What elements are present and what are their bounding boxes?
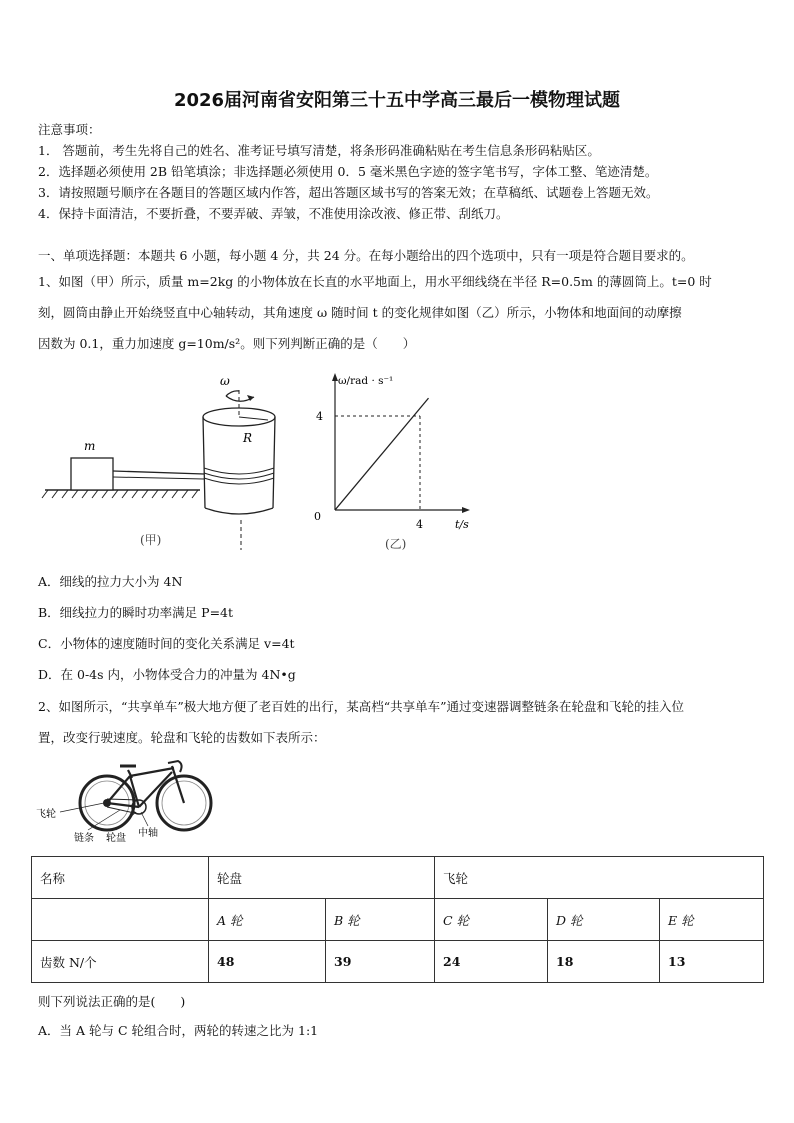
q1-option-c: C．小物体的速度随时间的变化关系满足 v=4t [38, 636, 295, 651]
q1-option-b: B．细线拉力的瞬时功率满足 P=4t [38, 605, 234, 620]
leader-axle [141, 812, 148, 826]
wheel-b: B 轮 [326, 899, 435, 941]
x-axis-label: t/s [455, 518, 469, 531]
teeth-e: 13 [660, 941, 764, 983]
q1-option-a: A．细线的拉力大小为 4N [38, 574, 183, 589]
y-tick-label: 4 [316, 410, 323, 423]
series-line [335, 398, 429, 510]
caption-jia: (甲) [140, 533, 162, 547]
header-flywheel: 飞轮 [435, 857, 764, 899]
flywheel-gear [103, 799, 111, 807]
table-row [32, 941, 764, 983]
y-axis-label: ω/rad · s⁻¹ [338, 375, 394, 387]
q1-line-1: 1、如图（甲）所示，质量 m=2kg 的小物体放在长直的水平地面上，用水平细线绕在半径 R=0.5m 的薄圆筒上。t=0 时 [38, 274, 712, 289]
wheel-e: E 轮 [660, 899, 764, 941]
q1-option-d: D．在 0-4s 内，小物体受合力的冲量为 4N•g [38, 667, 296, 682]
winding-1 [204, 468, 274, 474]
label-axle: 中轴 [138, 828, 158, 839]
cylinder-right-edge [273, 417, 275, 508]
caption-yi: (乙) [385, 537, 407, 551]
notice-heading: 注意事项： [38, 122, 101, 137]
notice-item-4: 4．保持卡面清洁，不要折叠，不要弄破、弄皱，不准使用涂改液、修正带、刮纸刀。 [38, 206, 509, 221]
table-row [32, 857, 764, 899]
label-flywheel: 飞轮 [36, 809, 56, 820]
label-chain: 链条 [74, 833, 94, 844]
q1-line-2: 刻，圆筒由静止开始绕竖直中心轴转动，其角速度 ω 随时间 t 的变化规律如图（乙）所示，小物体和地面间的动摩擦 [38, 305, 682, 320]
label-chainring: 轮盘 [106, 833, 126, 844]
notice-item-3: 3．请按照题号顺序在各题目的答题区域内作答，超出答题区域书写的答案无效；在草稿纸、试题卷上答题无效。 [38, 185, 659, 200]
figure-omega-graph [300, 370, 480, 555]
q2-line-1: 2、如图所示，“共享单车”极大地方便了老百姓的出行，某高档“共享单车”通过变速器调整链条在轮盘和飞轮的挂入位 [38, 699, 685, 714]
rotation-arrow-back [226, 391, 239, 396]
q2-option-a: A．当 A 轮与 C 轮组合时，两轮的转速之比为 1:1 [38, 1023, 319, 1038]
origin-label: 0 [314, 510, 321, 523]
wheel-c: C 轮 [435, 899, 548, 941]
teeth-c: 24 [435, 941, 548, 983]
mass-block [71, 458, 113, 490]
page-title: 2026届河南省安阳第三十五中学高三最后一模物理试题 [173, 90, 621, 111]
section-heading: 一、单项选择题：本题共 6 小题，每小题 4 分，共 24 分。在每小题给出的四个选项中，只有一项是符合题目要求的。 [38, 248, 694, 263]
figure-cylinder [40, 370, 300, 555]
teeth-a: 48 [209, 941, 326, 983]
row-label-teeth: 齿数 N/个 [32, 941, 209, 983]
teeth-d: 18 [548, 941, 660, 983]
teeth-b: 39 [326, 941, 435, 983]
bicycle-illustration [36, 752, 216, 846]
ground-hatch [42, 490, 198, 498]
mass-label: m [84, 439, 96, 453]
x-tick-label: 4 [416, 518, 423, 531]
gear-teeth-table [31, 856, 764, 983]
q2-prompt: 则下列说法正确的是( ) [38, 994, 186, 1009]
q2-line-2: 置，改变行驶速度。轮盘和飞轮的齿数如下表所示： [38, 730, 326, 745]
table-row [32, 899, 764, 941]
empty-cell [32, 899, 209, 941]
notice-item-2: 2．选择题必须使用 2B 铅笔填涂；非选择题必须使用 0．5 毫米黑色字迹的签字笔书写，字体工整、笔迹清楚。 [38, 164, 658, 179]
q1-line-3: 因数为 0.1，重力加速度 g=10m/s²。则下列判断正确的是（ ） [38, 336, 416, 351]
string-lower [113, 477, 204, 479]
notice-item-1: 1． 答题前，考生先将自己的姓名、准考证号填写清楚，将条形码准确粘贴在考生信息条形码粘贴区。 [38, 143, 600, 158]
x-axis-arrow [462, 507, 470, 513]
wheel-a: A 轮 [209, 899, 326, 941]
omega-label: ω [220, 374, 230, 388]
cylinder-bottom [205, 508, 273, 514]
bike-frame [107, 766, 184, 807]
header-chainring: 轮盘 [209, 857, 435, 899]
header-name: 名称 [32, 857, 209, 899]
radius-label: R [243, 431, 253, 445]
wheel-d: D 轮 [548, 899, 660, 941]
string [113, 471, 204, 474]
handlebar [168, 761, 182, 772]
cylinder-left-edge [203, 417, 205, 508]
